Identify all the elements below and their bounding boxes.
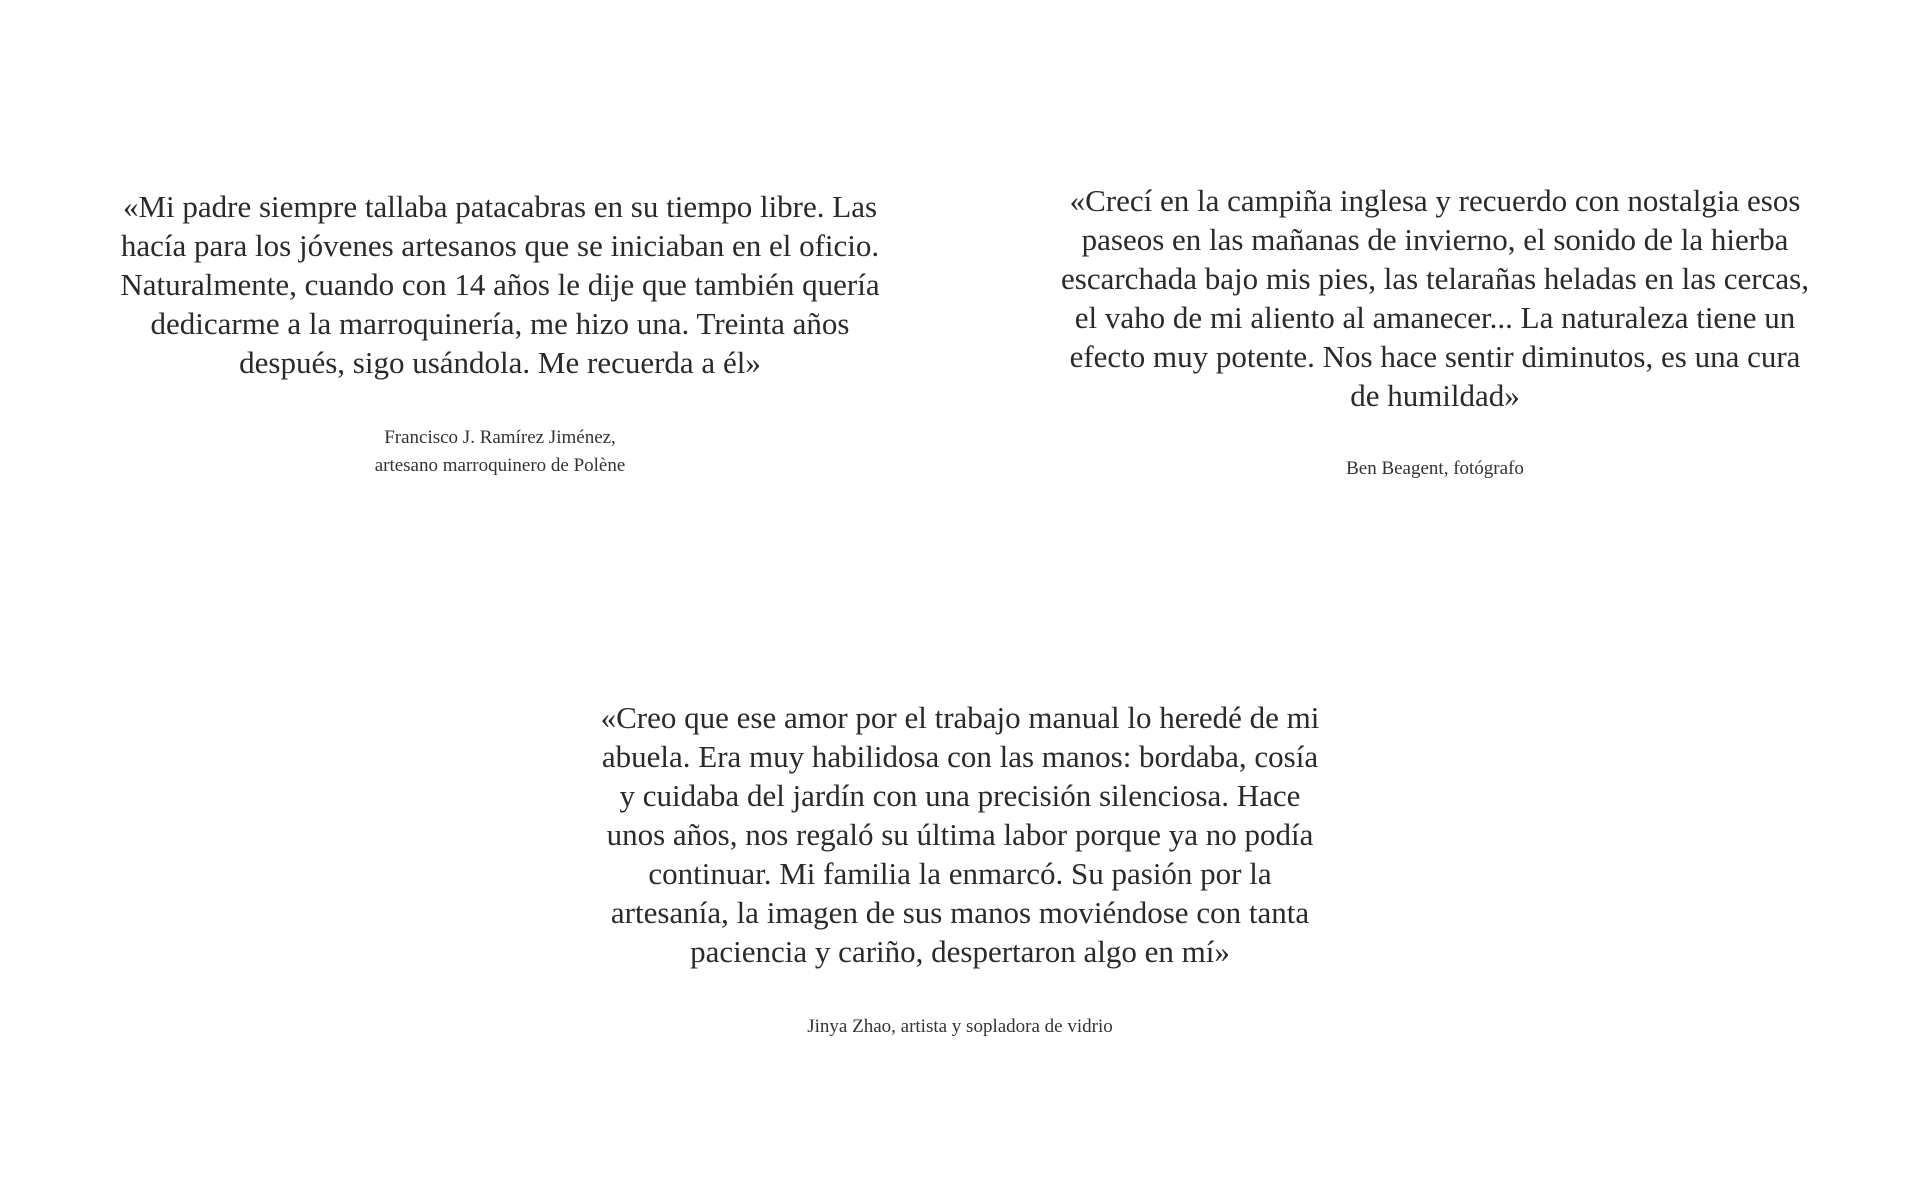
quote-text: «Mi padre siempre tallaba patacabras en su tiempo libre. Las hacía para los jóvenes artesanos que se iniciaban en el oficio. Naturalmente, cuando con 14 años le dije que también quería dedicarme a la marroquinería, me hizo una. Treinta años después, sigo usándola. Me recuerda a él» bbox=[120, 189, 880, 380]
quote-author bbox=[1055, 455, 1815, 483]
quote-text: «Crecí en la campiña inglesa y recuerdo con nostalgia esos paseos en las mañanas de invierno, el sonido de la hierba escarchada bajo mis pies, las telarañas heladas en las cercas, el vaho de mi aliento al amanecer... La naturaleza tiene un efecto muy potente. Nos hace sentir diminutos, es una cura de humildad» bbox=[1061, 183, 1809, 413]
quote-author bbox=[120, 424, 880, 480]
quote-block-zhao bbox=[600, 698, 1320, 1041]
quote-text: «Creo que ese amor por el trabajo manual lo heredé de mi abuela. Era muy habilidosa con las manos: bordaba, cosía y cuidaba del jardín con una precisión silenciosa. Hace unos años, nos regaló su última labor porque ya no podía continuar. Mi familia la enmarcó. Su pasión por la artesanía, la imagen de sus manos moviéndose con tanta paciencia y cariño, despertaron algo en mí» bbox=[600, 700, 1320, 969]
author-name: Ben Beagent, fotógrafo bbox=[1346, 458, 1524, 479]
quote-author bbox=[600, 1013, 1320, 1041]
author-name: Francisco J. Ramírez Jiménez, bbox=[384, 427, 616, 448]
quote-block-ramirez bbox=[120, 187, 880, 480]
author-role: artesano marroquinero de Polène bbox=[374, 455, 626, 476]
author-name: Jinya Zhao, artista y sopladora de vidrio bbox=[807, 1016, 1113, 1037]
quote-block-beagent bbox=[1055, 181, 1815, 483]
